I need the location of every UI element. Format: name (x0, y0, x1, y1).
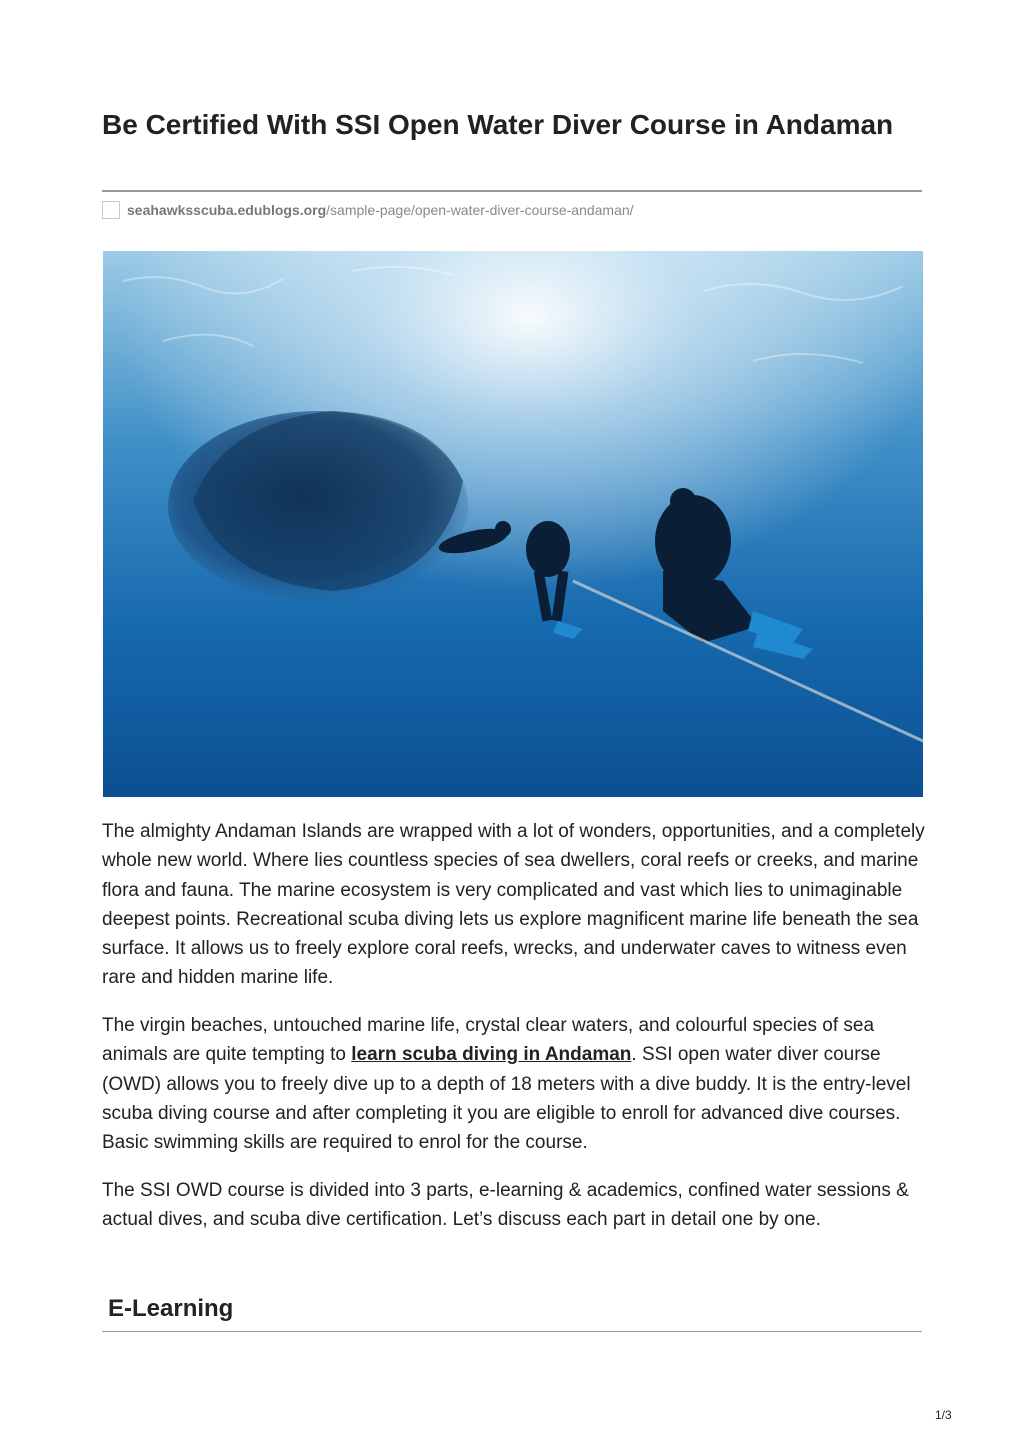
paragraph-2 (102, 1011, 927, 1157)
paragraph-3: The SSI OWD course is divided into 3 parts, e-learning & academics, confined water sessions & actual dives, and scuba dive certification. Let’s discuss each part in detail one by one. (102, 1180, 909, 1231)
title-divider (102, 190, 922, 192)
source-path[interactable]: /sample-page/open-water-diver-course-andaman/ (326, 202, 634, 218)
article-title: Be Certified With SSI Open Water Diver Course in Andaman (102, 109, 894, 140)
paragraph-2-text-start: The virgin beaches, untouched marine life, crystal clear waters, and colourful species of sea animals are quite tempting to (102, 1015, 875, 1066)
learn-scuba-diving-link[interactable]: learn scuba diving in Andaman (351, 1044, 632, 1066)
hero-image (103, 251, 923, 797)
paragraph-1: The almighty Andaman Islands are wrapped with a lot of wonders, opportunities, and a completely whole new world. Where lies countless species of sea dwellers, coral reefs or creeks, and marine flora and fauna. The marine ecosystem is very complicated and vast which lies to unimaginable deepest points. Recreational scuba diving lets us explore magnificent marine life beneath the sea surface. It allows us to freely explore coral reefs, wrecks, and underwater caves to witness even rare and hidden marine life. (102, 821, 925, 989)
page-number: 1/3 (935, 1408, 952, 1422)
favicon-icon (102, 201, 120, 219)
source-url-row[interactable] (102, 199, 634, 221)
source-domain[interactable]: seahawksscuba.edublogs.org (127, 202, 327, 218)
paragraph-2-text-end: . SSI open water diver course (OWD) allows you to freely dive up to a depth of 18 meters with a dive buddy. It is the entry-level scuba diving course and after completing it you are eligible to enroll for advanced dive courses. Basic swimming skills are required to enrol for the course. (102, 1044, 911, 1154)
source-url[interactable] (127, 202, 634, 218)
section-divider (102, 1331, 922, 1332)
section-heading-elearning: E-Learning (108, 1295, 234, 1322)
